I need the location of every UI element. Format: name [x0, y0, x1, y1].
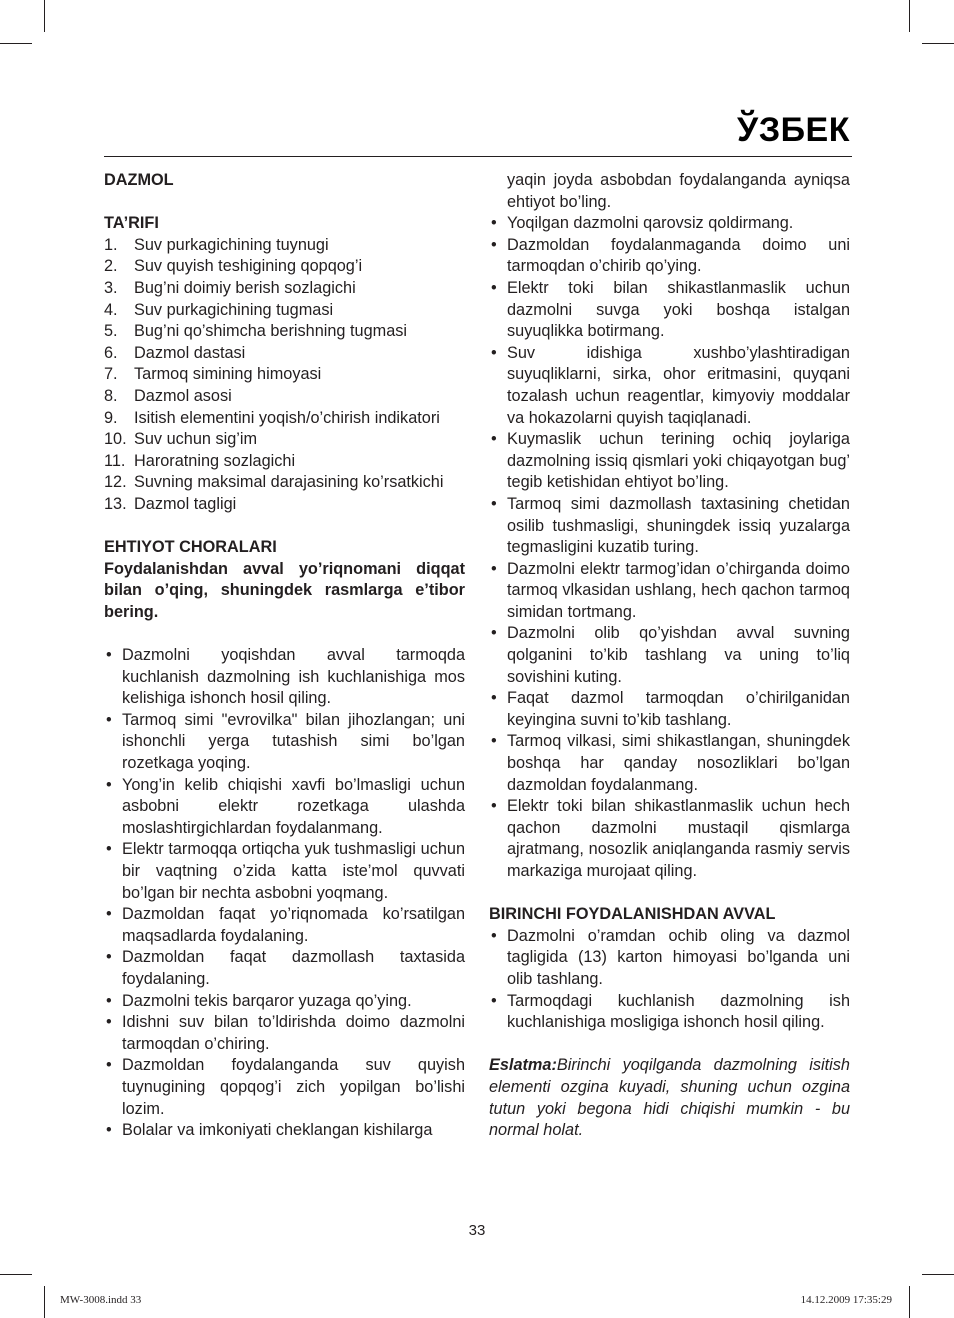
list-item: [104, 235, 465, 257]
bullet-item: [489, 731, 850, 796]
bullet-icon: •: [106, 1056, 112, 1075]
item-text: Suv purkagichining tuynugi: [134, 235, 329, 254]
bullet-item: [489, 429, 850, 494]
bullet-icon: •: [106, 710, 112, 729]
page-title: ЎЗБЕК: [737, 111, 850, 149]
crop-mark: [0, 1274, 32, 1275]
item-number: 1.: [104, 235, 118, 254]
item-text: Bug’ni doimiy berish sozlagichi: [134, 278, 356, 297]
bullet-icon: •: [491, 991, 497, 1010]
bullet-item: [104, 947, 465, 990]
item-number: 11.: [104, 451, 126, 470]
item-text: Bolalar va imkoniyati cheklangan kishilarga: [122, 1121, 433, 1140]
list-item: [104, 278, 465, 300]
list-item: [104, 472, 465, 494]
crop-mark: [922, 43, 954, 44]
item-text: Suv idishiga xushbo’ylashtiradigan suyuqliklarni, sirka, ohor eritmasini, quyqani tozalash uchun reagentlar, kimyoviy moddalar va hokazolarni quyish taqiqlanadi.: [507, 343, 850, 427]
list-item: [104, 321, 465, 343]
bullet-icon: •: [491, 797, 497, 816]
safety-continuation: yaqin joyda asbobdan foydalanganda ayniqsa ehtiyot bo’ling.: [507, 171, 850, 211]
item-number: 10.: [104, 430, 127, 449]
bullet-icon: •: [491, 343, 497, 362]
item-text: Tarmoq simi "evrovilka" bilan jihozlangan; uni ishonchli yerga tutashish simi bo’lgan rozetkaga yoqing.: [122, 710, 465, 773]
note-label: Eslatma:: [489, 1056, 557, 1075]
item-number: 9.: [104, 408, 118, 427]
item-text: Elektr toki bilan shikastlanmaslik uchun hech qachon dazmolni mustaqil qismlarga ajratmang, nosozlik aniqlanganda rasmiy servis markaziga murojaat qiling.: [507, 797, 850, 880]
bullet-item: [489, 278, 850, 343]
item-text: Tarmoq simining himoyasi: [134, 365, 322, 384]
list-item: [104, 343, 465, 365]
item-text: Dazmol asosi: [134, 386, 232, 405]
bullet-item: [489, 926, 850, 991]
item-text: Dazmoldan foydalanmaganda doimo uni tarmoqdan o’chirib qo’ying.: [507, 235, 850, 276]
header-divider: [104, 156, 852, 157]
bullet-item: [489, 494, 850, 559]
item-text: Haroratning sozlagichi: [134, 451, 296, 470]
bullet-icon: •: [106, 991, 112, 1010]
bullet-icon: •: [106, 646, 112, 665]
list-item: [104, 429, 465, 451]
safety-heading: EHTIYOT CHORALARI: [104, 538, 277, 557]
right-column: [489, 170, 850, 1142]
bullet-item: [104, 1012, 465, 1055]
bullet-item: [104, 904, 465, 947]
crop-mark: [922, 1274, 954, 1275]
bullet-item: [489, 343, 850, 429]
page-number: 33: [468, 1222, 486, 1239]
crop-mark: [909, 1286, 910, 1318]
safety-intro: Foydalanishdan avval yo’riqnomani diqqat bilan o’qing, shuningdek rasmlarga e’tibor bering.: [104, 559, 465, 621]
bullet-icon: •: [106, 1121, 112, 1140]
bullet-item: [104, 775, 465, 840]
item-text: Kuymaslik uchun terining ochiq joylariga dazmolning issiq qismlari yoki chiqayotgan bug’ tegib ketishidan ehtiyot bo’ling.: [507, 430, 850, 492]
bullet-icon: •: [106, 840, 112, 859]
item-text: Idishni suv bilan to’ldirishda doimo dazmolni tarmoqdan o’chiring.: [122, 1013, 465, 1053]
item-text: Tarmoq simi dazmollash taxtasining chetidan osilib tushmasligi, shuningdek issiq yuzalarga tegmasligini kuzatib turing.: [507, 494, 850, 557]
crop-mark: [44, 1286, 45, 1318]
bullet-icon: •: [491, 689, 497, 708]
list-item: [104, 408, 465, 430]
item-text: Elektr tarmoqqa ortiqcha yuk tushmasligi uchun bir vaqtning o’zida katta iste’mol quvvati bo’lgan bir nechta asbobni yoqmang.: [122, 840, 465, 902]
note-text: Birinchi yoqilganda dazmolning isitish elementi ozgina kuyadi, shuning uchun ozgina tutun yoki begona hidi chiqishi mumkin - bu normal holat.: [489, 1056, 850, 1140]
date-slug: 14.12.2009 17:35:29: [800, 1294, 892, 1306]
item-text: Tarmoqdagi kuchlanish dazmolning ish kuchlanishiga mosligiga ishonch hosil qiling.: [507, 991, 850, 1032]
first-use-heading: BIRINCHI FOYDALANISHDAN AVVAL: [489, 905, 776, 924]
item-text: Dazmolni elektr tarmog’idan o’chirganda doimo tarmoq vlkasidan ushlang, hech qachon tarmoq simidan tortmang.: [507, 559, 850, 621]
crop-mark: [909, 0, 910, 32]
item-number: 2.: [104, 257, 118, 276]
item-text: Suvning maksimal darajasining ko’rsatkichi: [134, 473, 444, 492]
item-number: 5.: [104, 322, 118, 341]
bullet-item: [489, 213, 850, 235]
product-title: DAZMOL: [104, 171, 174, 189]
file-slug: MW-3008.indd 33: [60, 1294, 142, 1306]
bullet-item: [489, 235, 850, 278]
bullet-icon: •: [491, 494, 497, 513]
note: [489, 1055, 850, 1141]
item-text: Isitish elementini yoqish/o’chirish indikatori: [134, 408, 440, 427]
item-text: Dazmol tagligi: [134, 494, 237, 513]
bullet-item: [489, 688, 850, 731]
item-text: Yoqilgan dazmolni qarovsiz qoldirmang.: [507, 214, 794, 233]
bullet-item: [489, 559, 850, 624]
item-number: 3.: [104, 278, 118, 297]
item-number: 12.: [104, 473, 127, 492]
bullet-item: [104, 991, 465, 1013]
bullet-item: [104, 1055, 465, 1120]
bullet-item: [104, 839, 465, 904]
bullet-item: [489, 623, 850, 688]
bullet-icon: •: [491, 278, 497, 297]
item-number: 7.: [104, 365, 118, 384]
bullet-icon: •: [491, 235, 497, 254]
list-item: [104, 300, 465, 322]
first-use-list: [489, 926, 850, 1034]
bullet-item: [489, 796, 850, 882]
bullet-icon: •: [106, 775, 112, 794]
bullet-icon: •: [491, 430, 497, 449]
item-number: 13.: [104, 494, 127, 513]
bullet-item: [104, 1120, 465, 1142]
bullet-icon: •: [491, 559, 497, 578]
item-text: Suv quyish teshigining qopqog’i: [134, 257, 363, 276]
safety-list: [104, 645, 465, 1142]
bullet-icon: •: [491, 214, 497, 233]
bullet-item: [104, 710, 465, 775]
item-text: Faqat dazmol tarmoqdan o’chirilganidan keyingina suvni to’kib tashlang.: [507, 689, 850, 729]
bullet-icon: •: [491, 926, 497, 945]
bullet-icon: •: [106, 948, 112, 967]
item-text: Bug’ni qo’shimcha berishning tugmasi: [134, 322, 408, 341]
item-text: Dazmoldan faqat yo’riqnomada ko’rsatilgan maqsadlarda foydalaning.: [122, 905, 465, 945]
item-text: Yong’in kelib chiqishi xavfi bo’lmasligi uchun asbobni elektr rozetkaga ulashda moslashtirgichlardan foydalanmang.: [122, 775, 465, 837]
bullet-icon: •: [106, 1013, 112, 1032]
bullet-icon: •: [491, 624, 497, 643]
item-number: 8.: [104, 386, 118, 405]
item-text: Suv purkagichining tugmasi: [134, 300, 334, 319]
item-number: 4.: [104, 300, 118, 319]
list-item: [104, 451, 465, 473]
item-text: Dazmolni o’ramdan ochib oling va dazmol tagligida (13) karton himoyasi bo’lganda uni olib tashlang.: [507, 926, 850, 988]
description-heading: TA’RIFI: [104, 214, 159, 233]
list-item: [104, 494, 465, 516]
crop-mark: [44, 0, 45, 32]
item-text: Dazmolni olib qo’yishdan avval suvning qolganini to’kib tashlang va uning to’liq sovishini kuting.: [507, 624, 850, 686]
item-number: 6.: [104, 343, 118, 362]
left-column: [104, 170, 465, 1142]
bullet-item: [489, 991, 850, 1034]
bullet-icon: •: [106, 905, 112, 924]
item-text: Dazmoldan foydalanganda suv quyish tuynugining qopqog’i zich yopilgan bo’lishi lozim.: [122, 1056, 465, 1118]
item-text: Dazmolni tekis barqaror yuzaga qo’ying.: [122, 991, 412, 1010]
item-text: Suv uchun sig’im: [134, 430, 258, 449]
bullet-item: [104, 645, 465, 710]
list-item: [104, 364, 465, 386]
item-text: Tarmoq vilkasi, simi shikastlangan, shuningdek boshqa har qanday nosozliklari bo’lgan dazmoldan foydalanmang.: [507, 732, 850, 794]
parts-list: [104, 235, 465, 516]
item-text: Dazmoldan faqat dazmollash taxtasida foydalaning.: [122, 948, 465, 988]
crop-mark: [0, 43, 32, 44]
list-item: [104, 386, 465, 408]
item-text: Dazmol dastasi: [134, 343, 246, 362]
item-text: Dazmolni yoqishdan avval tarmoqda kuchlanish dazmolning ish kuchlanishiga mos kelishiga ishonch hosil qiling.: [122, 646, 465, 708]
item-text: Elektr toki bilan shikastlanmaslik uchun dazmolni suvga yoki boshqa istalgan suyuqlikka botirmang.: [507, 278, 850, 341]
list-item: [104, 256, 465, 278]
bullet-icon: •: [491, 732, 497, 751]
safety-list-continued: [489, 213, 850, 882]
